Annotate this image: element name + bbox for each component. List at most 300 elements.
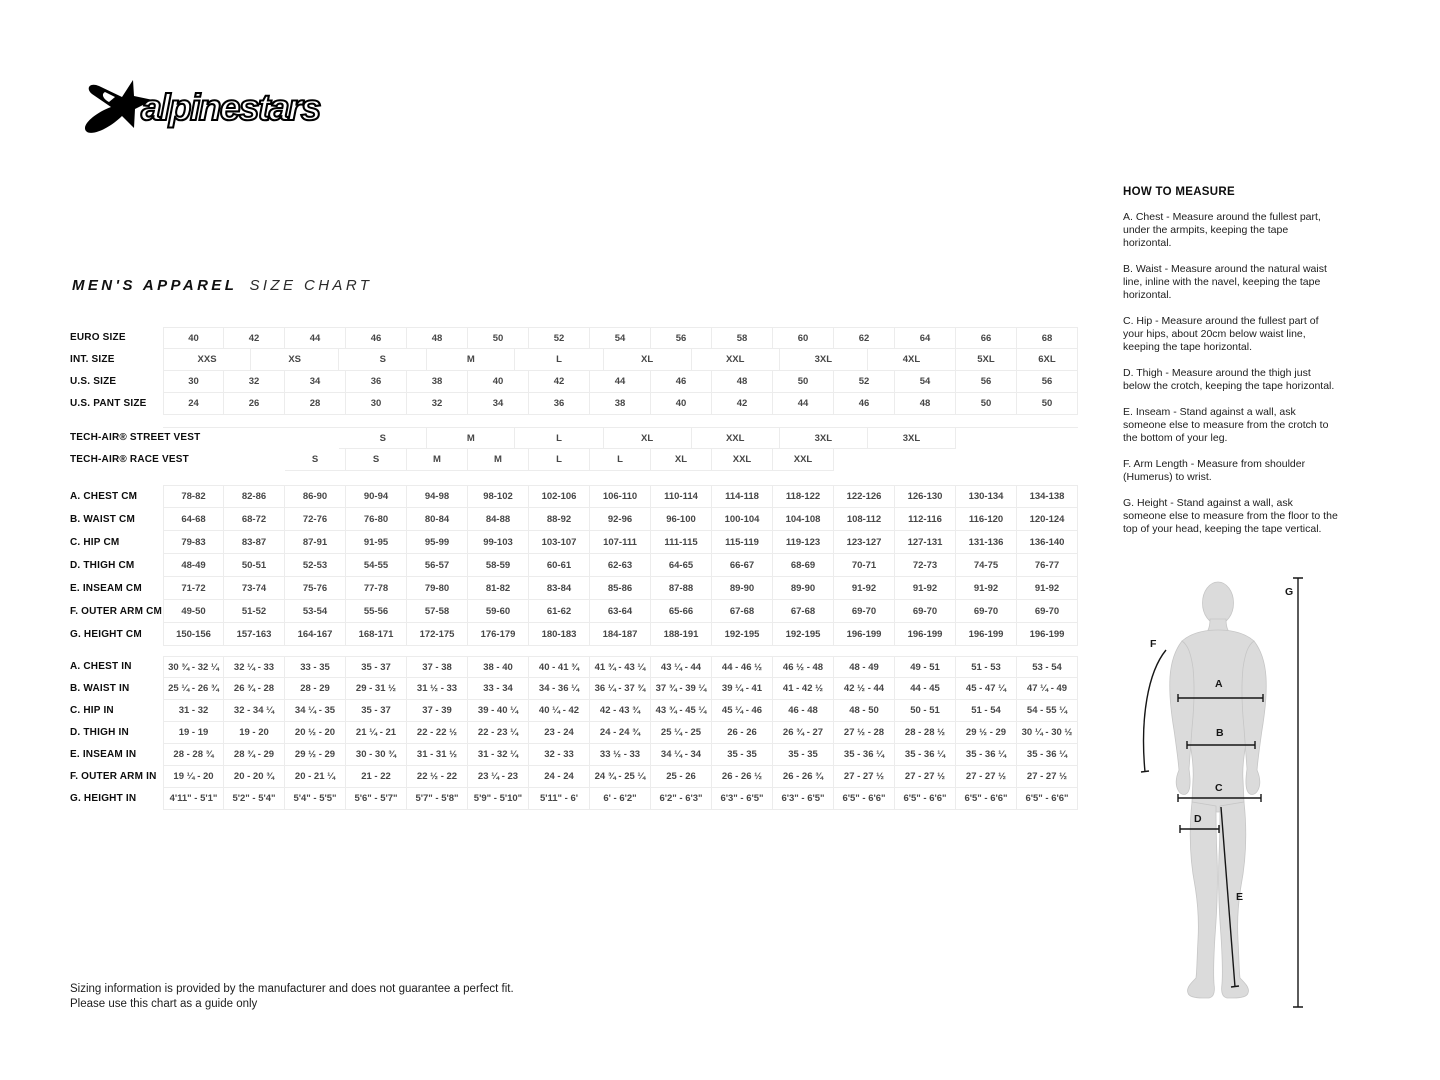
cell-us-size-11: 52 xyxy=(834,371,895,393)
cell-inseam-in-6: 32 - 33 xyxy=(529,744,590,766)
cell-outer-arm-cm-6: 61-62 xyxy=(529,600,590,623)
cell-hip-in-11: 48 - 50 xyxy=(834,700,895,722)
cell-outer-arm-cm-14: 69-70 xyxy=(1017,600,1078,623)
cell-chest-in-11: 48 - 49 xyxy=(834,656,895,678)
cell-thigh-cm-2: 52-53 xyxy=(285,554,346,577)
cell-euro-size-1: 42 xyxy=(224,327,285,349)
cell-waist-in-11: 42 ½ - 44 xyxy=(834,678,895,700)
cell-hip-in-9: 45 ¼ - 46 xyxy=(712,700,773,722)
cell-height-cm-0: 150-156 xyxy=(163,623,224,646)
alpinestars-logo-svg xyxy=(75,78,323,136)
cell-waist-cm-14: 120-124 xyxy=(1017,508,1078,531)
cell-outer-arm-in-0: 19 ¼ - 20 xyxy=(163,766,224,788)
cell-int-size-6: XXL xyxy=(692,349,780,371)
cell-outer-arm-in-2: 20 - 21 ¼ xyxy=(285,766,346,788)
cell-inseam-in-3: 30 - 30 ¾ xyxy=(346,744,407,766)
cell-us-pant-size-3: 30 xyxy=(346,393,407,415)
cell-tech-air-street-vest-8: 3XL xyxy=(868,427,956,449)
table-row-inseam-in xyxy=(70,744,1078,766)
cell-inseam-in-2: 29 ½ - 29 xyxy=(285,744,346,766)
measure-item-1: B. Waist - Measure around the natural waist line, inline with the navel, keeping the tape horizontal. xyxy=(1123,263,1327,301)
cell-thigh-in-11: 27 ½ - 28 xyxy=(834,722,895,744)
cell-tech-air-street-vest-2: S xyxy=(339,427,427,449)
cell-tech-air-street-vest-10 xyxy=(1017,427,1078,449)
cell-waist-cm-0: 64-68 xyxy=(163,508,224,531)
page-title-secondary: SIZE CHART xyxy=(249,277,373,294)
cell-height-in-0: 4'11" - 5'1" xyxy=(163,788,224,810)
cell-outer-arm-cm-13: 69-70 xyxy=(956,600,1017,623)
cell-outer-arm-cm-12: 69-70 xyxy=(895,600,956,623)
cell-chest-in-6: 40 - 41 ¾ xyxy=(529,656,590,678)
cell-inseam-cm-10: 89-90 xyxy=(773,577,834,600)
label-thigh: D xyxy=(1194,813,1202,825)
cell-height-in-7: 6' - 6'2" xyxy=(590,788,651,810)
cell-height-in-3: 5'6" - 5'7" xyxy=(346,788,407,810)
cell-euro-size-3: 46 xyxy=(346,327,407,349)
cell-thigh-cm-14: 76-77 xyxy=(1017,554,1078,577)
cell-height-cm-14: 196-199 xyxy=(1017,623,1078,646)
cell-hip-cm-9: 115-119 xyxy=(712,531,773,554)
cell-height-in-5: 5'9" - 5'10" xyxy=(468,788,529,810)
arm-measure-line xyxy=(1141,650,1166,772)
cell-inseam-in-5: 31 - 32 ¼ xyxy=(468,744,529,766)
cell-outer-arm-in-3: 21 - 22 xyxy=(346,766,407,788)
cell-hip-in-14: 54 - 55 ¼ xyxy=(1017,700,1078,722)
cell-chest-cm-11: 122-126 xyxy=(834,485,895,508)
cell-inseam-cm-2: 75-76 xyxy=(285,577,346,600)
cell-chest-in-10: 46 ½ - 48 xyxy=(773,656,834,678)
row-label-outer-arm-in: F. OUTER ARM IN xyxy=(70,771,157,782)
cell-outer-arm-cm-1: 51-52 xyxy=(224,600,285,623)
cell-waist-cm-2: 72-76 xyxy=(285,508,346,531)
cell-chest-cm-3: 90-94 xyxy=(346,485,407,508)
cell-thigh-cm-6: 60-61 xyxy=(529,554,590,577)
cell-int-size-9: 5XL xyxy=(956,349,1017,371)
row-label-thigh-in: D. THIGH IN xyxy=(70,727,129,738)
row-label-height-cm: G. HEIGHT CM xyxy=(70,628,142,640)
cell-us-pant-size-2: 28 xyxy=(285,393,346,415)
cell-chest-in-5: 38 - 40 xyxy=(468,656,529,678)
measure-item-4: E. Inseam - Stand against a wall, ask someone else to measure from the crotch to the bottom of your leg. xyxy=(1123,406,1329,444)
cell-euro-size-7: 54 xyxy=(590,327,651,349)
measure-item-2: C. Hip - Measure around the fullest part of your hips, about 20cm below waist line, keeping the tape horizontal. xyxy=(1123,315,1319,353)
cell-thigh-cm-4: 56-57 xyxy=(407,554,468,577)
cell-waist-in-14: 47 ¼ - 49 xyxy=(1017,678,1078,700)
cell-us-size-6: 42 xyxy=(529,371,590,393)
page-title-primary: MEN'S APPAREL xyxy=(72,277,238,294)
cell-waist-in-5: 33 - 34 xyxy=(468,678,529,700)
cell-tech-air-street-vest-7: 3XL xyxy=(780,427,868,449)
cell-hip-in-5: 39 - 40 ¼ xyxy=(468,700,529,722)
cell-hip-in-2: 34 ¼ - 35 xyxy=(285,700,346,722)
cell-us-pant-size-4: 32 xyxy=(407,393,468,415)
cell-thigh-in-9: 26 - 26 xyxy=(712,722,773,744)
cell-hip-cm-10: 119-123 xyxy=(773,531,834,554)
row-label-us-pant-size: U.S. PANT SIZE xyxy=(70,398,147,409)
cell-euro-size-12: 64 xyxy=(895,327,956,349)
cell-euro-size-14: 68 xyxy=(1017,327,1078,349)
cell-waist-cm-13: 116-120 xyxy=(956,508,1017,531)
cell-thigh-cm-9: 66-67 xyxy=(712,554,773,577)
cell-int-size-5: XL xyxy=(604,349,692,371)
cell-int-size-3: M xyxy=(427,349,515,371)
row-label-waist-cm: B. WAIST CM xyxy=(70,513,135,525)
cell-hip-in-6: 40 ¼ - 42 xyxy=(529,700,590,722)
disclaimer-line-2: Please use this chart as a guide only xyxy=(70,998,258,1010)
table-row-int-size xyxy=(70,349,1078,371)
cell-height-in-6: 5'11" - 6' xyxy=(529,788,590,810)
cell-us-size-13: 56 xyxy=(956,371,1017,393)
cell-inseam-cm-12: 91-92 xyxy=(895,577,956,600)
cell-thigh-in-5: 22 - 23 ¼ xyxy=(468,722,529,744)
cell-waist-cm-10: 104-108 xyxy=(773,508,834,531)
cell-euro-size-13: 66 xyxy=(956,327,1017,349)
measure-item-3: D. Thigh - Measure around the thigh just below the crotch, keeping the tape horizontal. xyxy=(1123,367,1335,392)
cell-hip-cm-5: 99-103 xyxy=(468,531,529,554)
table-row-height-cm xyxy=(70,623,1078,646)
row-label-hip-in: C. HIP IN xyxy=(70,705,114,716)
row-label-height-in: G. HEIGHT IN xyxy=(70,793,137,804)
cell-chest-in-14: 53 - 54 xyxy=(1017,656,1078,678)
cell-chest-in-7: 41 ¾ - 43 ¼ xyxy=(590,656,651,678)
cell-thigh-cm-7: 62-63 xyxy=(590,554,651,577)
cell-outer-arm-in-14: 27 - 27 ½ xyxy=(1017,766,1078,788)
cell-waist-cm-3: 76-80 xyxy=(346,508,407,531)
cell-tech-air-street-vest-5: XL xyxy=(604,427,692,449)
cell-outer-arm-in-12: 27 - 27 ½ xyxy=(895,766,956,788)
cell-us-pant-size-12: 48 xyxy=(895,393,956,415)
alpinestars-logo xyxy=(75,78,323,136)
cell-inseam-cm-4: 79-80 xyxy=(407,577,468,600)
cell-waist-in-4: 31 ½ - 33 xyxy=(407,678,468,700)
cell-waist-cm-6: 88-92 xyxy=(529,508,590,531)
cell-hip-cm-7: 107-111 xyxy=(590,531,651,554)
cell-waist-in-1: 26 ¾ - 28 xyxy=(224,678,285,700)
cell-us-pant-size-1: 26 xyxy=(224,393,285,415)
cell-thigh-in-10: 26 ¾ - 27 xyxy=(773,722,834,744)
cell-euro-size-10: 60 xyxy=(773,327,834,349)
row-label-euro-size: EURO SIZE xyxy=(70,332,126,343)
cell-outer-arm-cm-5: 59-60 xyxy=(468,600,529,623)
cell-chest-cm-9: 114-118 xyxy=(712,485,773,508)
cell-euro-size-11: 62 xyxy=(834,327,895,349)
cell-waist-cm-5: 84-88 xyxy=(468,508,529,531)
height-measure-line xyxy=(1293,578,1303,1007)
cell-euro-size-8: 56 xyxy=(651,327,712,349)
cell-height-in-10: 6'3" - 6'5" xyxy=(773,788,834,810)
cell-hip-in-0: 31 - 32 xyxy=(163,700,224,722)
cell-inseam-cm-0: 71-72 xyxy=(163,577,224,600)
cell-inseam-cm-8: 87-88 xyxy=(651,577,712,600)
measure-item-6: G. Height - Stand against a wall, ask someone else to measure from the floor to the top of your head, keeping the tape vertical. xyxy=(1123,497,1338,535)
cell-waist-in-0: 25 ¼ - 26 ¾ xyxy=(163,678,224,700)
cell-height-in-1: 5'2" - 5'4" xyxy=(224,788,285,810)
cell-hip-cm-0: 79-83 xyxy=(163,531,224,554)
cell-inseam-in-8: 34 ¼ - 34 xyxy=(651,744,712,766)
cell-chest-cm-8: 110-114 xyxy=(651,485,712,508)
cell-tech-air-race-vest-6: L xyxy=(529,449,590,471)
cell-chest-in-2: 33 - 35 xyxy=(285,656,346,678)
cell-int-size-8: 4XL xyxy=(868,349,956,371)
cell-waist-cm-7: 92-96 xyxy=(590,508,651,531)
cell-outer-arm-cm-7: 63-64 xyxy=(590,600,651,623)
cell-inseam-in-14: 35 - 36 ¼ xyxy=(1017,744,1078,766)
row-label-tech-air-street-vest: TECH-AIR® STREET VEST xyxy=(70,432,201,443)
table-row-euro-size xyxy=(70,327,1078,349)
cell-inseam-in-1: 28 ¾ - 29 xyxy=(224,744,285,766)
cell-waist-cm-12: 112-116 xyxy=(895,508,956,531)
cell-chest-in-12: 49 - 51 xyxy=(895,656,956,678)
cell-chest-in-4: 37 - 38 xyxy=(407,656,468,678)
table-row-thigh-in xyxy=(70,722,1078,744)
cell-tech-air-race-vest-3: S xyxy=(346,449,407,471)
cell-hip-cm-2: 87-91 xyxy=(285,531,346,554)
cell-tech-air-race-vest-13 xyxy=(956,449,1017,471)
cell-inseam-in-10: 35 - 35 xyxy=(773,744,834,766)
cell-tech-air-race-vest-2: S xyxy=(285,449,346,471)
cell-inseam-in-11: 35 - 36 ¼ xyxy=(834,744,895,766)
cell-thigh-in-0: 19 - 19 xyxy=(163,722,224,744)
cell-hip-cm-3: 91-95 xyxy=(346,531,407,554)
cell-waist-cm-9: 100-104 xyxy=(712,508,773,531)
cell-waist-in-13: 45 - 47 ¼ xyxy=(956,678,1017,700)
cell-height-in-11: 6'5" - 6'6" xyxy=(834,788,895,810)
cell-waist-in-10: 41 - 42 ½ xyxy=(773,678,834,700)
cell-thigh-cm-13: 74-75 xyxy=(956,554,1017,577)
cell-thigh-cm-10: 68-69 xyxy=(773,554,834,577)
cell-tech-air-race-vest-8: XL xyxy=(651,449,712,471)
cell-outer-arm-in-8: 25 - 26 xyxy=(651,766,712,788)
cell-int-size-7: 3XL xyxy=(780,349,868,371)
cell-height-in-12: 6'5" - 6'6" xyxy=(895,788,956,810)
cell-chest-in-13: 51 - 53 xyxy=(956,656,1017,678)
cell-us-pant-size-7: 38 xyxy=(590,393,651,415)
table-row-us-size xyxy=(70,371,1078,393)
cell-waist-cm-8: 96-100 xyxy=(651,508,712,531)
cell-thigh-cm-5: 58-59 xyxy=(468,554,529,577)
cell-us-pant-size-8: 40 xyxy=(651,393,712,415)
cell-waist-in-9: 39 ¼ - 41 xyxy=(712,678,773,700)
cell-chest-cm-13: 130-134 xyxy=(956,485,1017,508)
alpinestars-wordmark: alpinestars xyxy=(141,87,320,128)
how-to-measure-heading: HOW TO MEASURE xyxy=(1123,186,1235,198)
cell-thigh-in-6: 23 - 24 xyxy=(529,722,590,744)
cell-hip-in-7: 42 - 43 ¾ xyxy=(590,700,651,722)
cell-waist-cm-4: 80-84 xyxy=(407,508,468,531)
cell-tech-air-race-vest-12 xyxy=(895,449,956,471)
table-row-height-in xyxy=(70,788,1078,810)
cell-outer-arm-cm-2: 53-54 xyxy=(285,600,346,623)
cell-inseam-cm-14: 91-92 xyxy=(1017,577,1078,600)
cell-height-in-9: 6'3" - 6'5" xyxy=(712,788,773,810)
cell-tech-air-street-vest-9 xyxy=(956,427,1017,449)
cell-inseam-in-4: 31 - 31 ½ xyxy=(407,744,468,766)
table-row-us-pant-size xyxy=(70,393,1078,415)
cell-hip-in-3: 35 - 37 xyxy=(346,700,407,722)
cell-height-in-8: 6'2" - 6'3" xyxy=(651,788,712,810)
cell-hip-in-13: 51 - 54 xyxy=(956,700,1017,722)
cell-outer-arm-cm-4: 57-58 xyxy=(407,600,468,623)
cell-tech-air-street-vest-3: M xyxy=(427,427,515,449)
cell-height-in-4: 5'7" - 5'8" xyxy=(407,788,468,810)
cell-hip-cm-14: 136-140 xyxy=(1017,531,1078,554)
cell-us-size-8: 46 xyxy=(651,371,712,393)
cell-thigh-in-3: 21 ¼ - 21 xyxy=(346,722,407,744)
how-to-measure-panel xyxy=(1123,186,1338,549)
cell-inseam-cm-6: 83-84 xyxy=(529,577,590,600)
cell-thigh-in-7: 24 - 24 ¾ xyxy=(590,722,651,744)
cell-tech-air-race-vest-1 xyxy=(224,449,285,471)
cell-euro-size-2: 44 xyxy=(285,327,346,349)
cell-euro-size-0: 40 xyxy=(163,327,224,349)
cell-hip-in-8: 43 ¾ - 45 ¼ xyxy=(651,700,712,722)
row-label-thigh-cm: D. THIGH CM xyxy=(70,559,135,571)
cell-chest-in-9: 44 - 46 ½ xyxy=(712,656,773,678)
cell-chest-cm-10: 118-122 xyxy=(773,485,834,508)
cell-outer-arm-in-4: 22 ½ - 22 xyxy=(407,766,468,788)
cell-hip-cm-11: 123-127 xyxy=(834,531,895,554)
cell-height-cm-9: 192-195 xyxy=(712,623,773,646)
cell-us-size-0: 30 xyxy=(163,371,224,393)
cell-tech-air-race-vest-9: XXL xyxy=(712,449,773,471)
cell-outer-arm-in-5: 23 ¼ - 23 xyxy=(468,766,529,788)
cell-waist-in-8: 37 ¾ - 39 ¼ xyxy=(651,678,712,700)
cell-us-pant-size-6: 36 xyxy=(529,393,590,415)
cell-waist-cm-11: 108-112 xyxy=(834,508,895,531)
row-label-waist-in: B. WAIST IN xyxy=(70,683,130,694)
label-arm: F xyxy=(1150,638,1157,650)
cell-inseam-cm-13: 91-92 xyxy=(956,577,1017,600)
label-height: G xyxy=(1285,586,1294,598)
row-label-outer-arm-cm: F. OUTER ARM CM xyxy=(70,605,163,617)
cell-height-cm-11: 196-199 xyxy=(834,623,895,646)
cell-outer-arm-cm-0: 49-50 xyxy=(163,600,224,623)
cell-thigh-cm-11: 70-71 xyxy=(834,554,895,577)
cell-chest-cm-1: 82-86 xyxy=(224,485,285,508)
cell-euro-size-6: 52 xyxy=(529,327,590,349)
row-label-int-size: INT. SIZE xyxy=(70,354,115,365)
cell-height-cm-3: 168-171 xyxy=(346,623,407,646)
row-label-chest-in: A. CHEST IN xyxy=(70,661,132,672)
cell-hip-in-4: 37 - 39 xyxy=(407,700,468,722)
cell-outer-arm-in-11: 27 - 27 ½ xyxy=(834,766,895,788)
measure-item-0: A. Chest - Measure around the fullest part, under the armpits, keeping the tape horizontal. xyxy=(1123,211,1321,249)
table-row-waist-cm xyxy=(70,508,1078,531)
cell-hip-in-12: 50 - 51 xyxy=(895,700,956,722)
cell-us-pant-size-13: 50 xyxy=(956,393,1017,415)
label-inseam: E xyxy=(1236,891,1244,903)
cell-int-size-4: L xyxy=(515,349,603,371)
cell-thigh-cm-8: 64-65 xyxy=(651,554,712,577)
cell-tech-air-race-vest-4: M xyxy=(407,449,468,471)
cell-chest-in-3: 35 - 37 xyxy=(346,656,407,678)
cell-outer-arm-in-7: 24 ¾ - 25 ¼ xyxy=(590,766,651,788)
cell-thigh-in-12: 28 - 28 ½ xyxy=(895,722,956,744)
cell-tech-air-race-vest-14 xyxy=(1017,449,1078,471)
cell-height-cm-2: 164-167 xyxy=(285,623,346,646)
cell-outer-arm-in-6: 24 - 24 xyxy=(529,766,590,788)
cell-us-pant-size-9: 42 xyxy=(712,393,773,415)
cell-us-size-10: 50 xyxy=(773,371,834,393)
label-chest: A xyxy=(1215,678,1223,690)
cell-us-size-2: 34 xyxy=(285,371,346,393)
cell-thigh-in-14: 30 ¼ - 30 ½ xyxy=(1017,722,1078,744)
cell-outer-arm-cm-8: 65-66 xyxy=(651,600,712,623)
table-row-tech-air-race-vest xyxy=(70,449,1078,471)
cell-inseam-cm-11: 91-92 xyxy=(834,577,895,600)
cell-hip-cm-1: 83-87 xyxy=(224,531,285,554)
cell-int-size-1: XS xyxy=(251,349,339,371)
cell-outer-arm-in-13: 27 - 27 ½ xyxy=(956,766,1017,788)
table-row-inseam-cm xyxy=(70,577,1078,600)
cell-waist-cm-1: 68-72 xyxy=(224,508,285,531)
cell-us-size-7: 44 xyxy=(590,371,651,393)
cell-chest-cm-5: 98-102 xyxy=(468,485,529,508)
cell-tech-air-race-vest-11 xyxy=(834,449,895,471)
cell-inseam-cm-3: 77-78 xyxy=(346,577,407,600)
table-row-outer-arm-in xyxy=(70,766,1078,788)
cell-tech-air-street-vest-1 xyxy=(251,427,339,449)
cell-euro-size-4: 48 xyxy=(407,327,468,349)
cell-outer-arm-in-9: 26 - 26 ½ xyxy=(712,766,773,788)
cell-outer-arm-in-1: 20 - 20 ¾ xyxy=(224,766,285,788)
cell-inseam-in-0: 28 - 28 ¾ xyxy=(163,744,224,766)
cell-us-pant-size-11: 46 xyxy=(834,393,895,415)
cell-height-cm-13: 196-199 xyxy=(956,623,1017,646)
cell-thigh-cm-3: 54-55 xyxy=(346,554,407,577)
cell-thigh-cm-1: 50-51 xyxy=(224,554,285,577)
cell-chest-cm-0: 78-82 xyxy=(163,485,224,508)
cell-inseam-in-13: 35 - 36 ¼ xyxy=(956,744,1017,766)
table-row-thigh-cm xyxy=(70,554,1078,577)
cell-us-size-9: 48 xyxy=(712,371,773,393)
body-silhouette-diagram xyxy=(1130,570,1320,1015)
measurement-figure xyxy=(1130,570,1320,1015)
cell-waist-in-12: 44 - 45 xyxy=(895,678,956,700)
cell-thigh-in-2: 20 ½ - 20 xyxy=(285,722,346,744)
cell-chest-cm-12: 126-130 xyxy=(895,485,956,508)
cell-chest-in-8: 43 ¼ - 44 xyxy=(651,656,712,678)
label-hip: C xyxy=(1215,782,1223,794)
how-to-measure-list xyxy=(1123,211,1338,536)
cell-inseam-cm-1: 73-74 xyxy=(224,577,285,600)
table-row-hip-in xyxy=(70,700,1078,722)
cell-height-cm-1: 157-163 xyxy=(224,623,285,646)
cell-inseam-in-12: 35 - 36 ¼ xyxy=(895,744,956,766)
cell-us-size-1: 32 xyxy=(224,371,285,393)
table-row-chest-cm xyxy=(70,485,1078,508)
cell-thigh-cm-0: 48-49 xyxy=(163,554,224,577)
cell-outer-arm-cm-11: 69-70 xyxy=(834,600,895,623)
cell-us-size-4: 38 xyxy=(407,371,468,393)
cell-inseam-in-9: 35 - 35 xyxy=(712,744,773,766)
cell-hip-cm-4: 95-99 xyxy=(407,531,468,554)
table-row-hip-cm xyxy=(70,531,1078,554)
label-waist: B xyxy=(1216,727,1224,739)
cell-inseam-cm-9: 89-90 xyxy=(712,577,773,600)
cell-us-pant-size-14: 50 xyxy=(1017,393,1078,415)
cell-tech-air-race-vest-10: XXL xyxy=(773,449,834,471)
cell-height-cm-5: 176-179 xyxy=(468,623,529,646)
cell-height-cm-10: 192-195 xyxy=(773,623,834,646)
cell-height-cm-6: 180-183 xyxy=(529,623,590,646)
cell-outer-arm-cm-3: 55-56 xyxy=(346,600,407,623)
cell-us-pant-size-10: 44 xyxy=(773,393,834,415)
cell-height-in-14: 6'5" - 6'6" xyxy=(1017,788,1078,810)
table-row-chest-in xyxy=(70,656,1078,678)
cell-us-size-5: 40 xyxy=(468,371,529,393)
row-label-us-size: U.S. SIZE xyxy=(70,376,117,387)
